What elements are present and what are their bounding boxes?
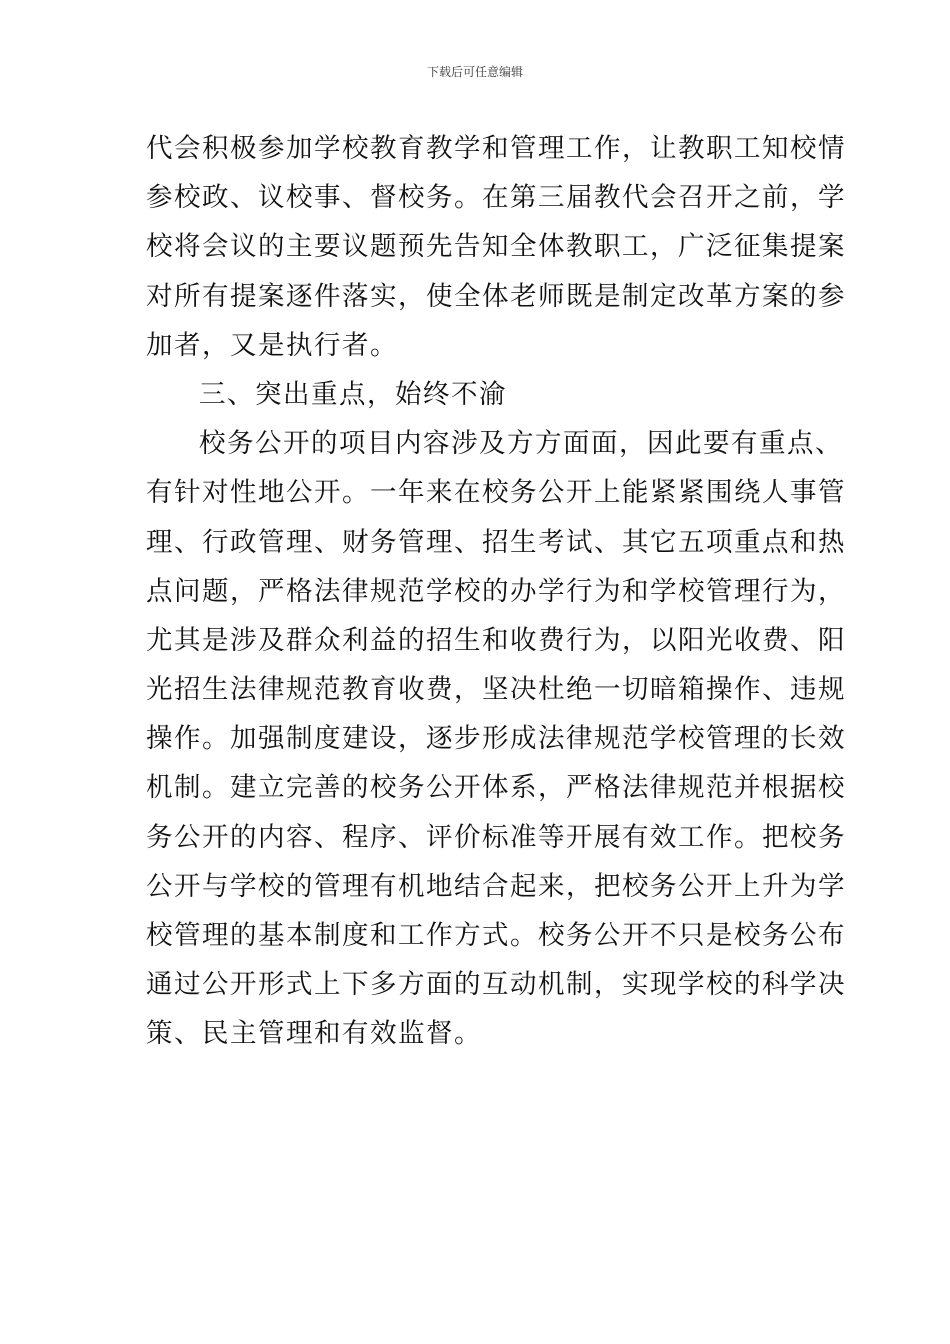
text-line: 务公开的内容、程序、评价标准等开展有效工作。把校务 (146, 821, 846, 853)
document-body (146, 124, 846, 1059)
text-line: 校务公开的项目内容涉及方方面面，因此要有重点、 (199, 428, 843, 460)
text-line: 加者，又是执行者。 (146, 329, 398, 361)
text-line: 操作。加强制度建设，逐步形成法律规范学校管理的长效 (146, 723, 846, 755)
text-line: 对所有提案逐件落实，使全体老师既是制定改革方案的参 (146, 280, 846, 312)
text-line: 光招生法律规范教育收费，坚决杜绝一切暗箱操作、违规 (146, 674, 846, 706)
text-line: 有针对性地公开。一年来在校务公开上能紧紧围绕人事管 (146, 477, 846, 509)
page-header: 下载后可任意编辑 (426, 65, 523, 79)
section-heading: 三、突出重点，始终不渝 (199, 378, 507, 410)
text-line: 理、行政管理、财务管理、招生考试、其它五项重点和热 (146, 526, 846, 558)
text-line: 公开与学校的管理有机地结合起来，把校务公开上升为学 (146, 870, 846, 902)
text-line: 点问题，严格法律规范学校的办学行为和学校管理行为， (146, 575, 846, 607)
text-line: 参校政、议校事、督校务。在第三届教代会召开之前，学 (146, 182, 846, 214)
text-line: 机制。建立完善的校务公开体系，严格法律规范并根据校 (146, 772, 846, 804)
text-line: 校将会议的主要议题预先告知全体教职工，广泛征集提案 (146, 231, 846, 263)
text-line: 通过公开形式上下多方面的互动机制，实现学校的科学决 (146, 969, 846, 1001)
text-line: 代会积极参加学校教育教学和管理工作，让教职工知校情 (146, 133, 846, 164)
text-line: 策、民主管理和有效监督。 (146, 1018, 482, 1050)
text-line: 校管理的基本制度和工作方式。校务公开不只是校务公布 (146, 920, 846, 951)
text-line: 尤其是涉及群众利益的招生和收费行为，以阳光收费、阳 (146, 624, 846, 656)
